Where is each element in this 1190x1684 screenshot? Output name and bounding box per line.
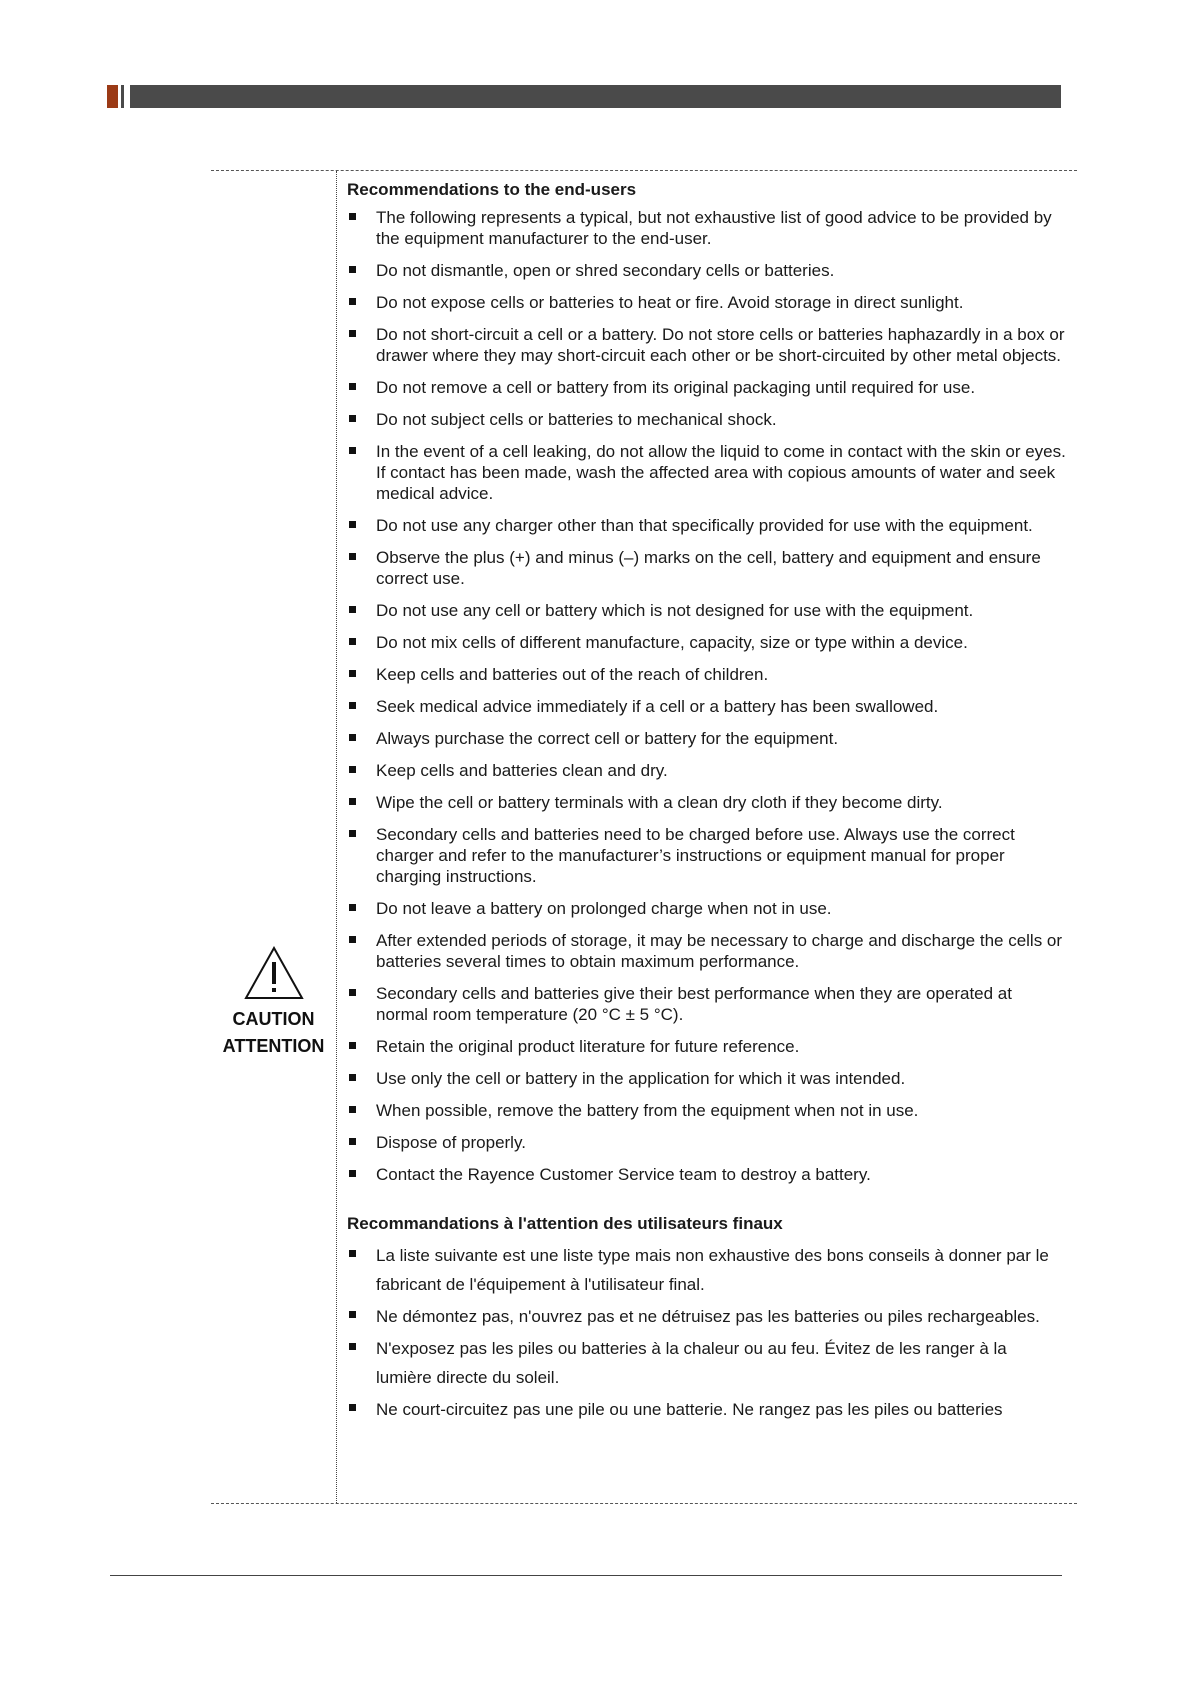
- square-bullet-icon: [349, 1343, 356, 1350]
- list-item: [347, 760, 1067, 781]
- caution-label-column: [211, 171, 336, 1503]
- square-bullet-icon: [349, 1138, 356, 1145]
- list-item: [347, 324, 1067, 366]
- caution-box: [211, 170, 1077, 1504]
- square-bullet-icon: [349, 670, 356, 677]
- list-item-text: When possible, remove the battery from the equipment when not in use.: [376, 1101, 919, 1120]
- list-item: [347, 1132, 1067, 1153]
- list-item: [347, 898, 1067, 919]
- square-bullet-icon: [349, 213, 356, 220]
- list-item: [347, 1334, 1067, 1392]
- list-item-text: Do not dismantle, open or shred secondary cells or batteries.: [376, 261, 835, 280]
- list-item-text: Keep cells and batteries out of the reach of children.: [376, 665, 769, 684]
- square-bullet-icon: [349, 330, 356, 337]
- list-item: [347, 728, 1067, 749]
- list-item: [347, 292, 1067, 313]
- list-item-text: Do not mix cells of different manufacture, capacity, size or type within a device.: [376, 633, 968, 652]
- heading-fr: Recommandations à l'attention des utilisateurs finaux: [347, 1214, 783, 1233]
- list-item-text: Do not subject cells or batteries to mechanical shock.: [376, 410, 777, 429]
- header-accent-block: [107, 85, 118, 108]
- list-item: [347, 260, 1067, 281]
- list-item: [347, 1302, 1067, 1331]
- square-bullet-icon: [349, 638, 356, 645]
- list-item: [347, 664, 1067, 685]
- list-item-text: Do not leave a battery on prolonged charge when not in use.: [376, 899, 832, 918]
- square-bullet-icon: [349, 447, 356, 454]
- list-item: [347, 600, 1067, 621]
- square-bullet-icon: [349, 989, 356, 996]
- square-bullet-icon: [349, 1250, 356, 1257]
- square-bullet-icon: [349, 830, 356, 837]
- footer-rule: [110, 1575, 1062, 1576]
- square-bullet-icon: [349, 1042, 356, 1049]
- square-bullet-icon: [349, 1106, 356, 1113]
- square-bullet-icon: [349, 553, 356, 560]
- list-item-text: Ne démontez pas, n'ouvrez pas et ne détruisez pas les batteries ou piles rechargeables.: [376, 1307, 1040, 1326]
- list-item: [347, 1164, 1067, 1185]
- list-item-text: Use only the cell or battery in the application for which it was intended.: [376, 1069, 906, 1088]
- list-item-text: Always purchase the correct cell or battery for the equipment.: [376, 729, 839, 748]
- square-bullet-icon: [349, 606, 356, 613]
- list-item-text: Do not use any charger other than that specifically provided for use with the equipment.: [376, 516, 1033, 535]
- square-bullet-icon: [349, 766, 356, 773]
- list-item: [347, 515, 1067, 536]
- list-item-text: Seek medical advice immediately if a cell or a battery has been swallowed.: [376, 697, 939, 716]
- list-item-text: In the event of a cell leaking, do not allow the liquid to come in contact with the skin or eyes. If contact has been made, wash the affected area with copious amounts of water and seek medical advice.: [376, 442, 1066, 503]
- list-item: [347, 983, 1067, 1025]
- list-item-text: Contact the Rayence Customer Service team to destroy a battery.: [376, 1165, 871, 1184]
- column-divider: [336, 171, 337, 1503]
- square-bullet-icon: [349, 1404, 356, 1411]
- square-bullet-icon: [349, 415, 356, 422]
- list-item-text: After extended periods of storage, it may be necessary to charge and discharge the cells or batteries several times to obtain maximum performance.: [376, 931, 1063, 971]
- square-bullet-icon: [349, 1311, 356, 1318]
- list-item: [347, 1395, 1067, 1424]
- list-item-text: Wipe the cell or battery terminals with a clean dry cloth if they become dirty.: [376, 793, 943, 812]
- square-bullet-icon: [349, 734, 356, 741]
- square-bullet-icon: [349, 266, 356, 273]
- list-item-text: La liste suivante est une liste type mais non exhaustive des bons conseils à donner par le fabricant de l'équipement à l'utilisateur final.: [376, 1246, 1049, 1294]
- header-accent-divider: [121, 85, 124, 108]
- recommendations-list-en: [347, 207, 1067, 1185]
- square-bullet-icon: [349, 798, 356, 805]
- list-item-text: Dispose of properly.: [376, 1133, 526, 1152]
- heading-en: Recommendations to the end-users: [347, 180, 637, 199]
- square-bullet-icon: [349, 521, 356, 528]
- attention-label: ATTENTION: [222, 1036, 325, 1056]
- list-item-text: Do not remove a cell or battery from its original packaging until required for use.: [376, 378, 976, 397]
- list-item-text: N'exposez pas les piles ou batteries à la chaleur ou au feu. Évitez de les ranger à la lumière directe du soleil.: [376, 1339, 1007, 1387]
- recommendations-content: [347, 179, 1067, 1427]
- list-item-text: Keep cells and batteries clean and dry.: [376, 761, 668, 780]
- list-item: [347, 1036, 1067, 1057]
- square-bullet-icon: [349, 904, 356, 911]
- list-item: [347, 1100, 1067, 1121]
- caution-label: CAUTION: [232, 1009, 315, 1029]
- square-bullet-icon: [349, 1074, 356, 1081]
- list-item: [347, 696, 1067, 717]
- list-item: [347, 930, 1067, 972]
- page-header-bar: [107, 85, 1061, 108]
- list-item: [347, 441, 1067, 504]
- warning-triangle-icon: [244, 946, 304, 1000]
- list-item-text: Secondary cells and batteries need to be charged before use. Always use the correct charger and refer to the manufacturer’s instructions or equipment manual for proper charging instructions.: [376, 825, 1015, 886]
- list-item: [347, 409, 1067, 430]
- list-item-text: Ne court-circuitez pas une pile ou une batterie. Ne rangez pas les piles ou batteries: [376, 1400, 1003, 1419]
- list-item: [347, 824, 1067, 887]
- square-bullet-icon: [349, 702, 356, 709]
- list-item: [347, 1241, 1067, 1299]
- list-item: [347, 207, 1067, 249]
- list-item: [347, 377, 1067, 398]
- list-item: [347, 547, 1067, 589]
- list-item-text: Do not use any cell or battery which is not designed for use with the equipment.: [376, 601, 974, 620]
- square-bullet-icon: [349, 1170, 356, 1177]
- list-item-text: Observe the plus (+) and minus (–) marks on the cell, battery and equipment and ensure correct use.: [376, 548, 1041, 588]
- recommendations-list-fr: [347, 1241, 1067, 1424]
- list-item-text: Retain the original product literature for future reference.: [376, 1037, 800, 1056]
- square-bullet-icon: [349, 383, 356, 390]
- list-item-text: Do not expose cells or batteries to heat or fire. Avoid storage in direct sunlight.: [376, 293, 964, 312]
- list-item-text: Do not short-circuit a cell or a battery. Do not store cells or batteries haphazardly in a box or drawer where they may short-circuit each other or be short-circuited by other metal objects.: [376, 325, 1065, 365]
- list-item-text: The following represents a typical, but not exhaustive list of good advice to be provided by the equipment manufacturer to the end-user.: [376, 208, 1052, 248]
- list-item: [347, 632, 1067, 653]
- square-bullet-icon: [349, 298, 356, 305]
- list-item: [347, 1068, 1067, 1089]
- header-dark-band: [130, 85, 1061, 108]
- list-item: [347, 792, 1067, 813]
- warning-block: [211, 946, 336, 1060]
- square-bullet-icon: [349, 936, 356, 943]
- list-item-text: Secondary cells and batteries give their best performance when they are operated at normal room temperature (20 °C ± 5 °C).: [376, 984, 1012, 1024]
